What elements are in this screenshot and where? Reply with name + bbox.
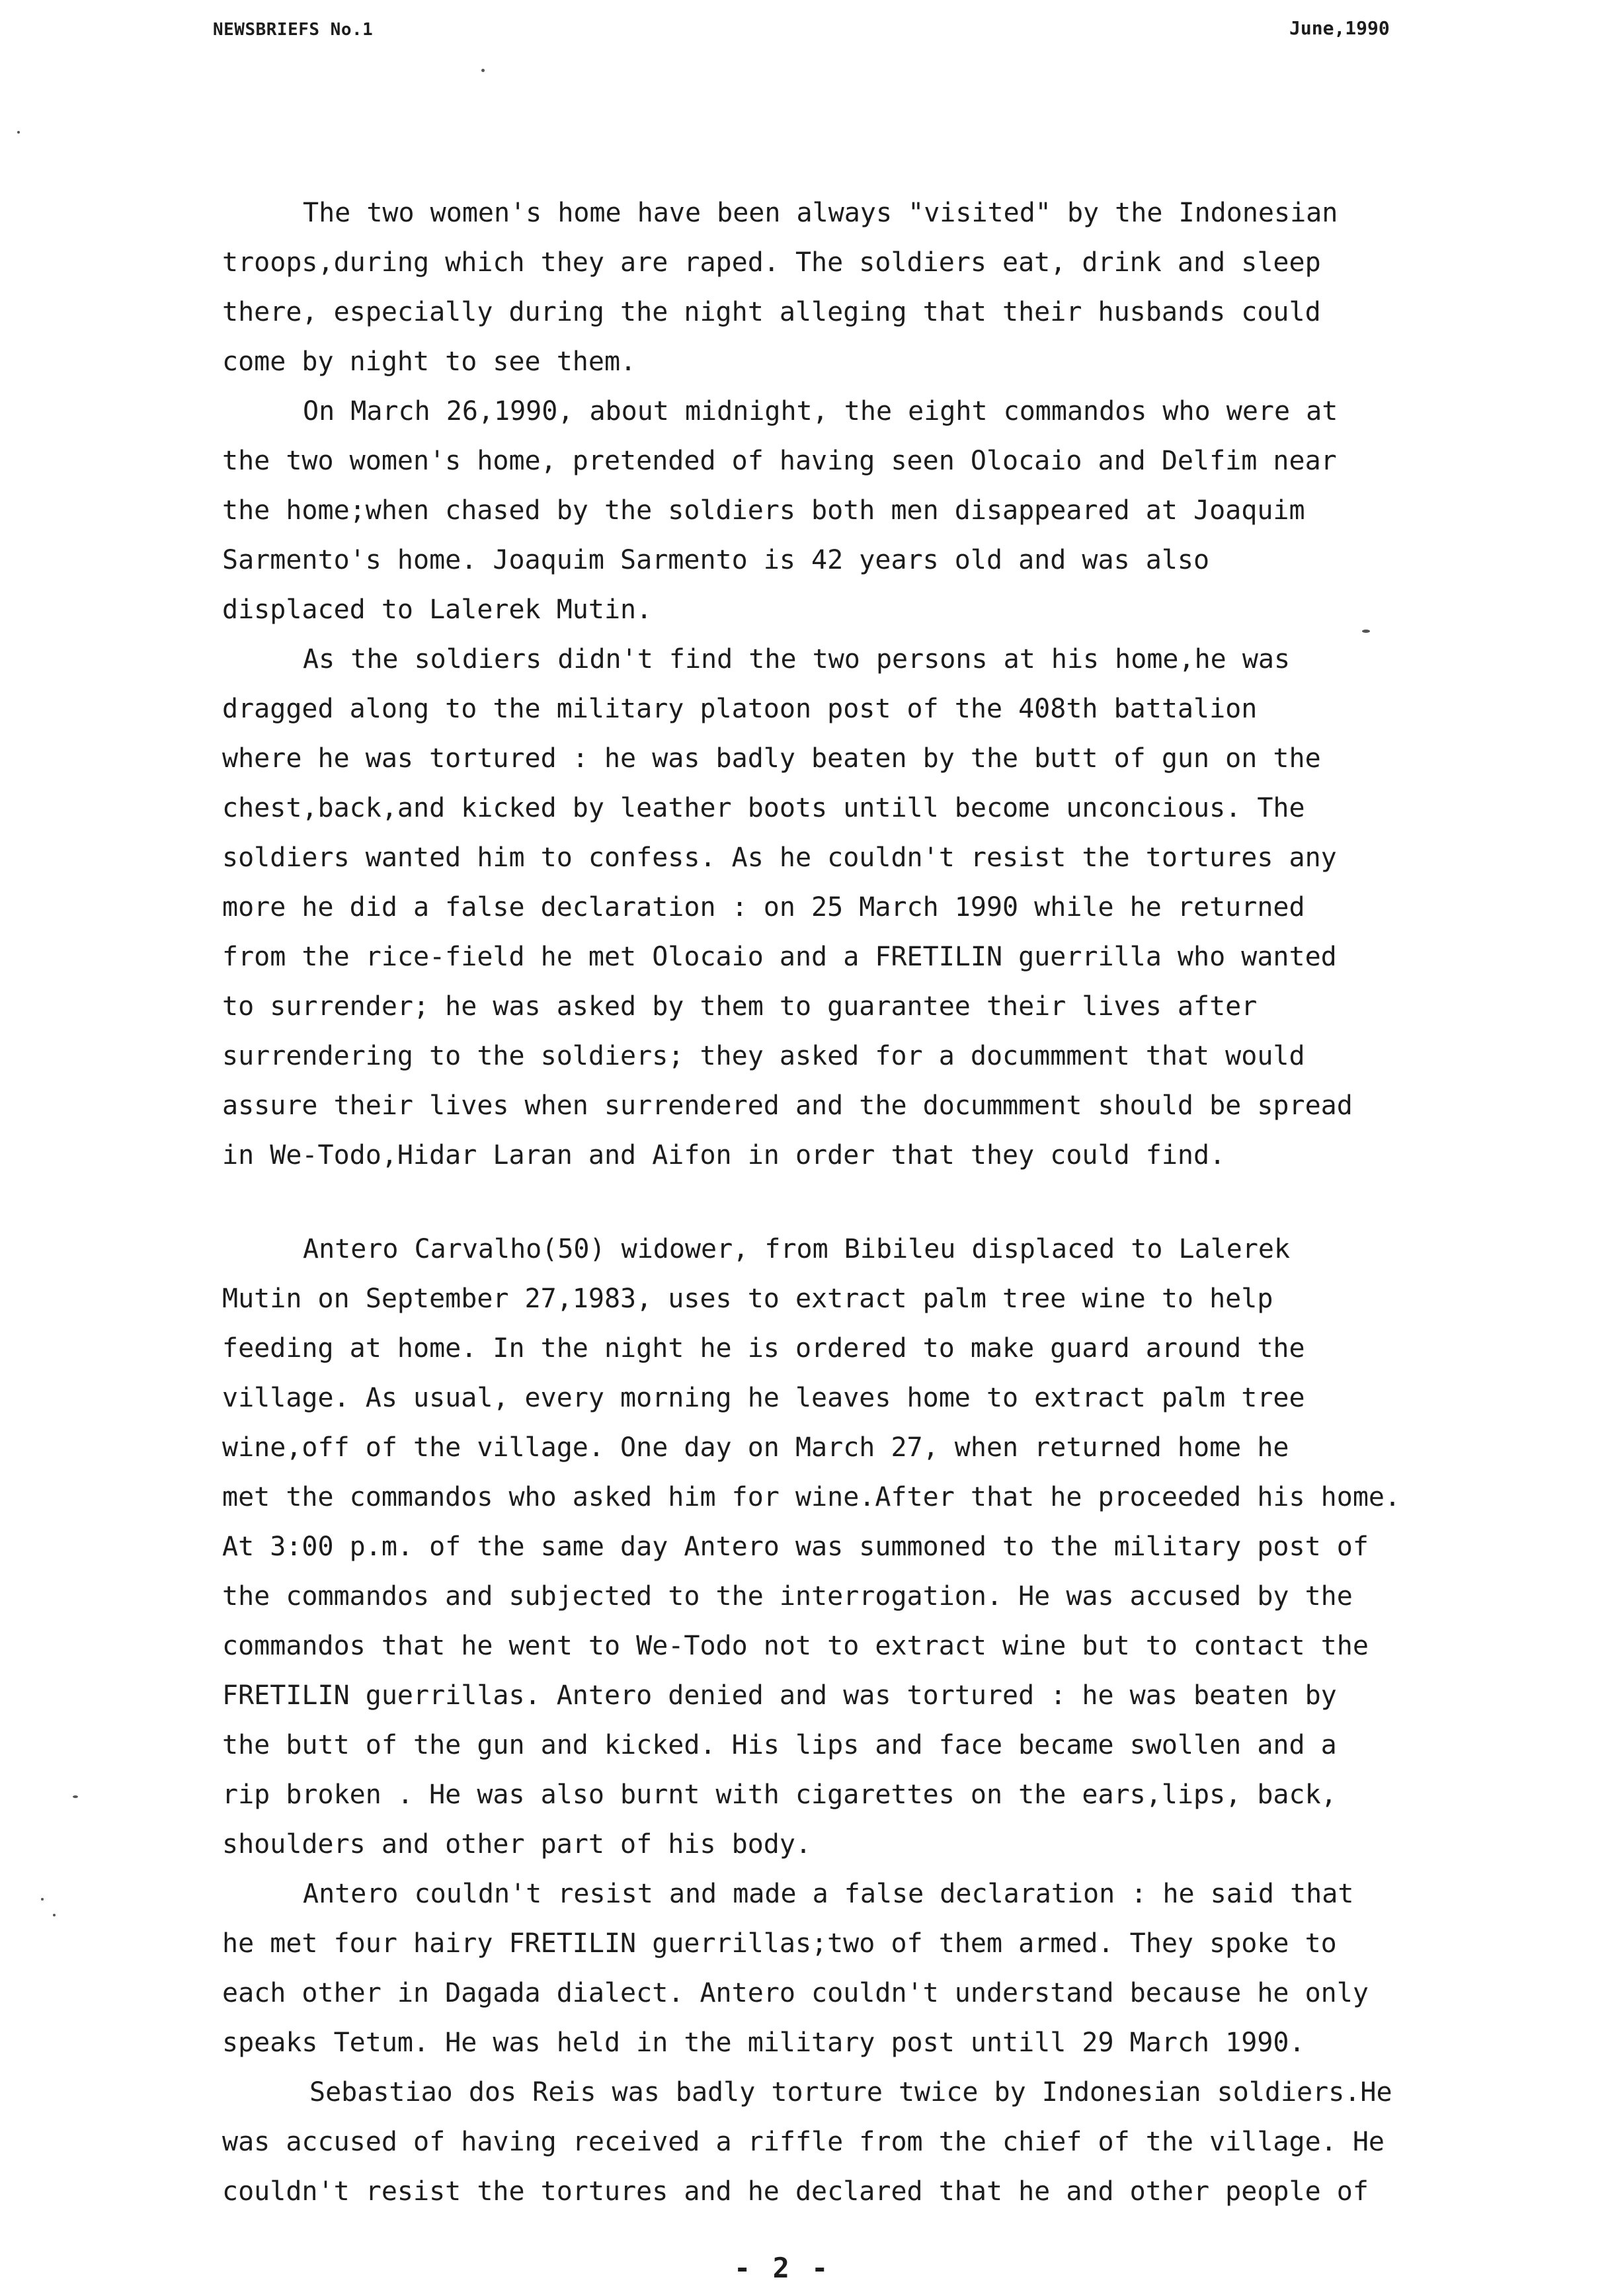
scan-speck bbox=[1362, 630, 1370, 633]
text-line: Antero couldn't resist and made a false declaration : he said that bbox=[303, 1879, 1354, 1909]
text-line: more he did a false declaration : on 25 March 1990 while he returned bbox=[222, 892, 1305, 922]
text-line: Antero Carvalho(50) widower, from Bibileu displaced to Lalerek bbox=[303, 1234, 1291, 1264]
text-line: assure their lives when surrendered and the docummment should be spread bbox=[222, 1090, 1353, 1121]
text-line: soldiers wanted him to confess. As he couldn't resist the tortures any bbox=[222, 842, 1337, 873]
text-line: chest,back,and kicked by leather boots untill become unconcious. The bbox=[222, 793, 1305, 823]
text-line: speaks Tetum. He was held in the military post untill 29 March 1990. bbox=[222, 2028, 1305, 2058]
text-line: in We-Todo,Hidar Laran and Aifon in order that they could find. bbox=[222, 1140, 1226, 1170]
text-line: On March 26,1990, about midnight, the eight commandos who were at bbox=[303, 396, 1338, 427]
text-line: Sarmento's home. Joaquim Sarmento is 42 years old and was also bbox=[222, 545, 1210, 575]
text-line: shoulders and other part of his body. bbox=[222, 1829, 812, 1860]
text-line: the commandos and subjected to the interrogation. He was accused by the bbox=[222, 1581, 1353, 1612]
issue-date: June,1990 bbox=[1289, 17, 1390, 39]
scan-speck bbox=[73, 1795, 78, 1798]
text-line: village. As usual, every morning he leaves home to extract palm tree bbox=[222, 1383, 1305, 1413]
text-line: the home;when chased by the soldiers both men disappeared at Joaquim bbox=[222, 495, 1305, 526]
scan-speck bbox=[481, 69, 485, 72]
text-line: dragged along to the military platoon post of the 408th battalion bbox=[222, 694, 1258, 724]
text-line: where he was tortured : he was badly beaten by the butt of gun on the bbox=[222, 743, 1321, 774]
page-number: - 2 - bbox=[734, 2252, 831, 2284]
scan-speck bbox=[17, 131, 20, 134]
scan-speck bbox=[53, 1914, 56, 1916]
paragraph-block-2 bbox=[222, 1225, 1478, 2217]
text-line: Mutin on September 27,1983, uses to extract palm tree wine to help bbox=[222, 1284, 1273, 1314]
text-line: the butt of the gun and kicked. His lips and face became swollen and a bbox=[222, 1730, 1337, 1760]
text-line: each other in Dagada dialect. Antero couldn't understand because he only bbox=[222, 1978, 1369, 2008]
text-line: troops,during which they are raped. The soldiers eat, drink and sleep bbox=[222, 247, 1321, 278]
text-line: As the soldiers didn't find the two persons at his home,he was bbox=[303, 644, 1291, 675]
scan-speck bbox=[41, 1898, 44, 1901]
text-line: The two women's home have been always "visited" by the Indonesian bbox=[303, 198, 1338, 228]
paragraph-block-1 bbox=[222, 188, 1478, 1180]
text-line: rip broken . He was also burnt with cigarettes on the ears,lips, back, bbox=[222, 1780, 1337, 1810]
text-line: surrendering to the soldiers; they asked for a docummment that would bbox=[222, 1041, 1305, 1071]
text-line: commandos that he went to We-Todo not to extract wine but to contact the bbox=[222, 1631, 1369, 1661]
text-line: met the commandos who asked him for wine.After that he proceeded his home. bbox=[222, 1482, 1401, 1512]
text-line: from the rice-field he met Olocaio and a FRETILIN guerrilla who wanted bbox=[222, 942, 1337, 972]
text-line: he met four hairy FRETILIN guerrillas;two of them armed. They spoke to bbox=[222, 1928, 1337, 1959]
text-line: was accused of having received a riffle from the chief of the village. He bbox=[222, 2127, 1385, 2157]
text-line: couldn't resist the tortures and he declared that he and other people of bbox=[222, 2176, 1369, 2207]
text-line: At 3:00 p.m. of the same day Antero was summoned to the military post of bbox=[222, 1532, 1369, 1562]
text-line: displaced to Lalerek Mutin. bbox=[222, 594, 653, 625]
text-line: Sebastiao dos Reis was badly torture twice by Indonesian soldiers.He bbox=[309, 2077, 1392, 2108]
newsletter-title: NEWSBRIEFS No.1 bbox=[213, 20, 374, 40]
text-line: the two women's home, pretended of having seen Olocaio and Delfim near bbox=[222, 446, 1337, 476]
text-line: wine,off of the village. One day on March 27, when returned home he bbox=[222, 1432, 1289, 1463]
text-line: there, especially during the night alleging that their husbands could bbox=[222, 297, 1321, 327]
text-line: FRETILIN guerrillas. Antero denied and was tortured : he was beaten by bbox=[222, 1680, 1337, 1711]
text-line: come by night to see them. bbox=[222, 347, 637, 377]
text-line: to surrender; he was asked by them to guarantee their lives after bbox=[222, 991, 1258, 1022]
text-line: feeding at home. In the night he is ordered to make guard around the bbox=[222, 1333, 1305, 1364]
